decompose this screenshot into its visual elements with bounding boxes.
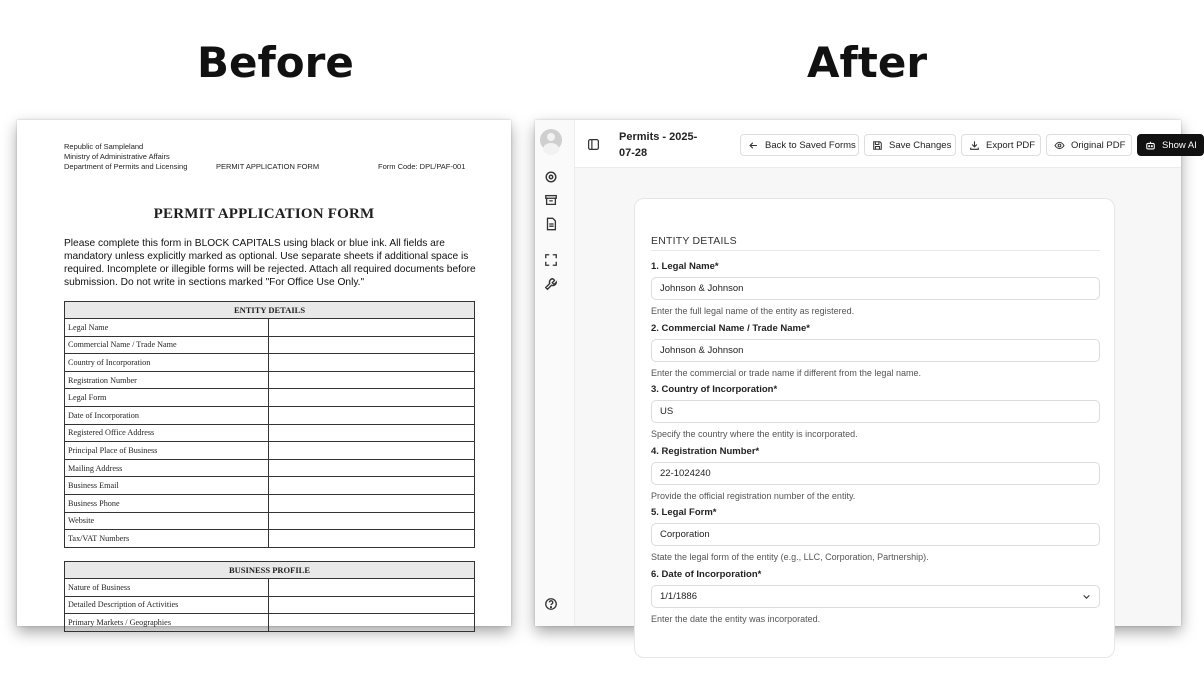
form-content-area xyxy=(575,168,1181,626)
archive-icon[interactable] xyxy=(544,193,558,207)
row-label: Nature of Business xyxy=(65,579,269,597)
field-help: Enter the full legal name of the entity as registered. xyxy=(651,306,855,316)
row-label: Business Phone xyxy=(65,494,269,512)
field-registration-number xyxy=(651,446,1100,501)
field-help: Enter the date the entity was incorporated. xyxy=(651,614,821,624)
table-row xyxy=(65,459,475,477)
row-label: Primary Markets / Geographies xyxy=(65,614,269,632)
table-row xyxy=(65,579,475,597)
paper-form-label: PERMIT APPLICATION FORM xyxy=(216,162,320,171)
export-pdf-button[interactable] xyxy=(961,134,1041,156)
row-value-cell xyxy=(269,477,475,495)
avatar[interactable] xyxy=(540,129,562,151)
row-value-cell xyxy=(269,371,475,389)
input-value: US xyxy=(660,406,674,417)
row-label: Mailing Address xyxy=(65,459,269,477)
form-card xyxy=(634,198,1115,658)
fullscreen-icon[interactable] xyxy=(544,253,558,267)
settings-icon[interactable] xyxy=(544,170,558,184)
row-label: Principal Place of Business xyxy=(65,442,269,460)
before-heading: Before xyxy=(197,38,354,87)
row-value-cell xyxy=(269,406,475,424)
table-row xyxy=(65,596,475,614)
input-value: Johnson & Johnson xyxy=(660,283,744,294)
table-row xyxy=(65,354,475,372)
country-input[interactable] xyxy=(651,400,1100,423)
paper-department: Department of Permits and Licensing xyxy=(64,162,188,171)
input-value: Corporation xyxy=(660,529,710,540)
field-help: Specify the country where the entity is incorporated. xyxy=(651,429,858,439)
paper-instructions: Please complete this form in BLOCK CAPITALS using black or blue ink. All fields are mandatory unless explicitly marked as optional. Use separate sheets if additional space is required. Incomplete or illegible forms will be rejected. Attach all required documents before submission. Do not write in sections marked "For Office Use Only." xyxy=(64,238,476,288)
field-legal-name xyxy=(651,261,1100,316)
entity-details-table xyxy=(64,301,475,548)
field-help: Provide the official registration number of the entity. xyxy=(651,491,856,501)
row-label: Date of Incorporation xyxy=(65,406,269,424)
table-row xyxy=(65,319,475,337)
document-title: Permits - 2025-07-28 xyxy=(619,131,698,159)
table-row xyxy=(65,371,475,389)
commercial-name-input[interactable] xyxy=(651,339,1100,362)
table-row xyxy=(65,336,475,354)
business-profile-table xyxy=(64,561,475,632)
row-value-cell xyxy=(269,530,475,548)
table-row xyxy=(65,477,475,495)
table-row xyxy=(65,530,475,548)
row-value-cell xyxy=(269,512,475,530)
back-to-saved-forms-button[interactable] xyxy=(740,134,859,156)
table-row xyxy=(65,406,475,424)
table-row xyxy=(65,389,475,407)
field-commercial-name xyxy=(651,323,1100,378)
row-value-cell xyxy=(269,424,475,442)
row-label: Legal Name xyxy=(65,319,269,337)
button-label: Original PDF xyxy=(1071,139,1126,151)
row-value-cell xyxy=(269,336,475,354)
table-row xyxy=(65,512,475,530)
row-label: Website xyxy=(65,512,269,530)
help-icon[interactable] xyxy=(544,597,558,611)
row-label: Legal Form xyxy=(65,389,269,407)
paper-form-code: Form Code: DPL/PAF-001 xyxy=(378,162,466,171)
download-icon xyxy=(969,140,980,151)
input-value: 22-1024240 xyxy=(660,468,711,479)
row-label: Business Email xyxy=(65,477,269,495)
field-label: 1. Legal Name* xyxy=(651,261,719,272)
table-heading: ENTITY DETAILS xyxy=(65,302,475,319)
wrench-icon[interactable] xyxy=(544,277,558,291)
row-value-cell xyxy=(269,319,475,337)
field-label: 5. Legal Form* xyxy=(651,507,717,518)
field-label: 3. Country of Incorporation* xyxy=(651,384,778,395)
field-help: Enter the commercial or trade name if different from the legal name. xyxy=(651,368,921,378)
field-label: 2. Commercial Name / Trade Name* xyxy=(651,323,810,334)
after-heading: After xyxy=(807,38,928,87)
row-value-cell xyxy=(269,459,475,477)
save-changes-button[interactable] xyxy=(864,134,956,156)
legal-form-input[interactable] xyxy=(651,523,1100,546)
paper-header-line: Republic of Sampleland xyxy=(64,142,144,151)
date-of-incorporation-select[interactable] xyxy=(651,585,1100,608)
row-value-cell xyxy=(269,389,475,407)
app-window xyxy=(535,120,1197,626)
field-country xyxy=(651,384,1100,439)
row-label: Country of Incorporation xyxy=(65,354,269,372)
table-heading: BUSINESS PROFILE xyxy=(65,562,475,579)
table-row xyxy=(65,614,475,632)
button-label: Show AI xyxy=(1162,139,1197,151)
paper-form-preview xyxy=(17,120,511,626)
toolbar xyxy=(575,120,1197,168)
row-value-cell xyxy=(269,494,475,512)
show-ai-button[interactable] xyxy=(1137,134,1204,156)
field-help: State the legal form of the entity (e.g., LLC, Corporation, Partnership). xyxy=(651,552,929,562)
row-label: Commercial Name / Trade Name xyxy=(65,336,269,354)
row-label: Registered Office Address xyxy=(65,424,269,442)
row-label: Tax/VAT Numbers xyxy=(65,530,269,548)
button-label: Export PDF xyxy=(986,139,1036,151)
input-value: 1/1/1886 xyxy=(660,591,697,602)
row-value-cell xyxy=(269,579,475,597)
table-row xyxy=(65,442,475,460)
document-icon[interactable] xyxy=(544,217,558,231)
original-pdf-button[interactable] xyxy=(1046,134,1132,156)
registration-number-input[interactable] xyxy=(651,462,1100,485)
sidebar-toggle-icon[interactable] xyxy=(587,138,600,151)
row-value-cell xyxy=(269,442,475,460)
left-rail xyxy=(535,120,575,626)
paper-header-line: Ministry of Administrative Affairs xyxy=(64,152,170,161)
button-label: Back to Saved Forms xyxy=(765,139,856,151)
table-row xyxy=(65,494,475,512)
row-label: Registration Number xyxy=(65,371,269,389)
row-value-cell xyxy=(269,596,475,614)
arrow-left-icon xyxy=(748,140,759,151)
button-label: Save Changes xyxy=(889,139,952,151)
row-value-cell xyxy=(269,354,475,372)
legal-name-input[interactable] xyxy=(651,277,1100,300)
field-legal-form xyxy=(651,507,1100,562)
bot-icon xyxy=(1145,140,1156,151)
field-date-of-incorporation xyxy=(651,569,1100,624)
table-row xyxy=(65,424,475,442)
section-title: ENTITY DETAILS xyxy=(651,235,737,247)
field-label: 4. Registration Number* xyxy=(651,446,760,457)
chevron-down-icon xyxy=(1082,592,1091,601)
eye-icon xyxy=(1054,140,1065,151)
paper-header xyxy=(64,142,465,172)
input-value: Johnson & Johnson xyxy=(660,345,744,356)
section-divider xyxy=(651,250,1100,251)
save-icon xyxy=(872,140,883,151)
paper-title: PERMIT APPLICATION FORM xyxy=(153,206,375,222)
row-value-cell xyxy=(269,614,475,632)
row-label: Detailed Description of Activities xyxy=(65,596,269,614)
field-label: 6. Date of Incorporation* xyxy=(651,569,762,580)
